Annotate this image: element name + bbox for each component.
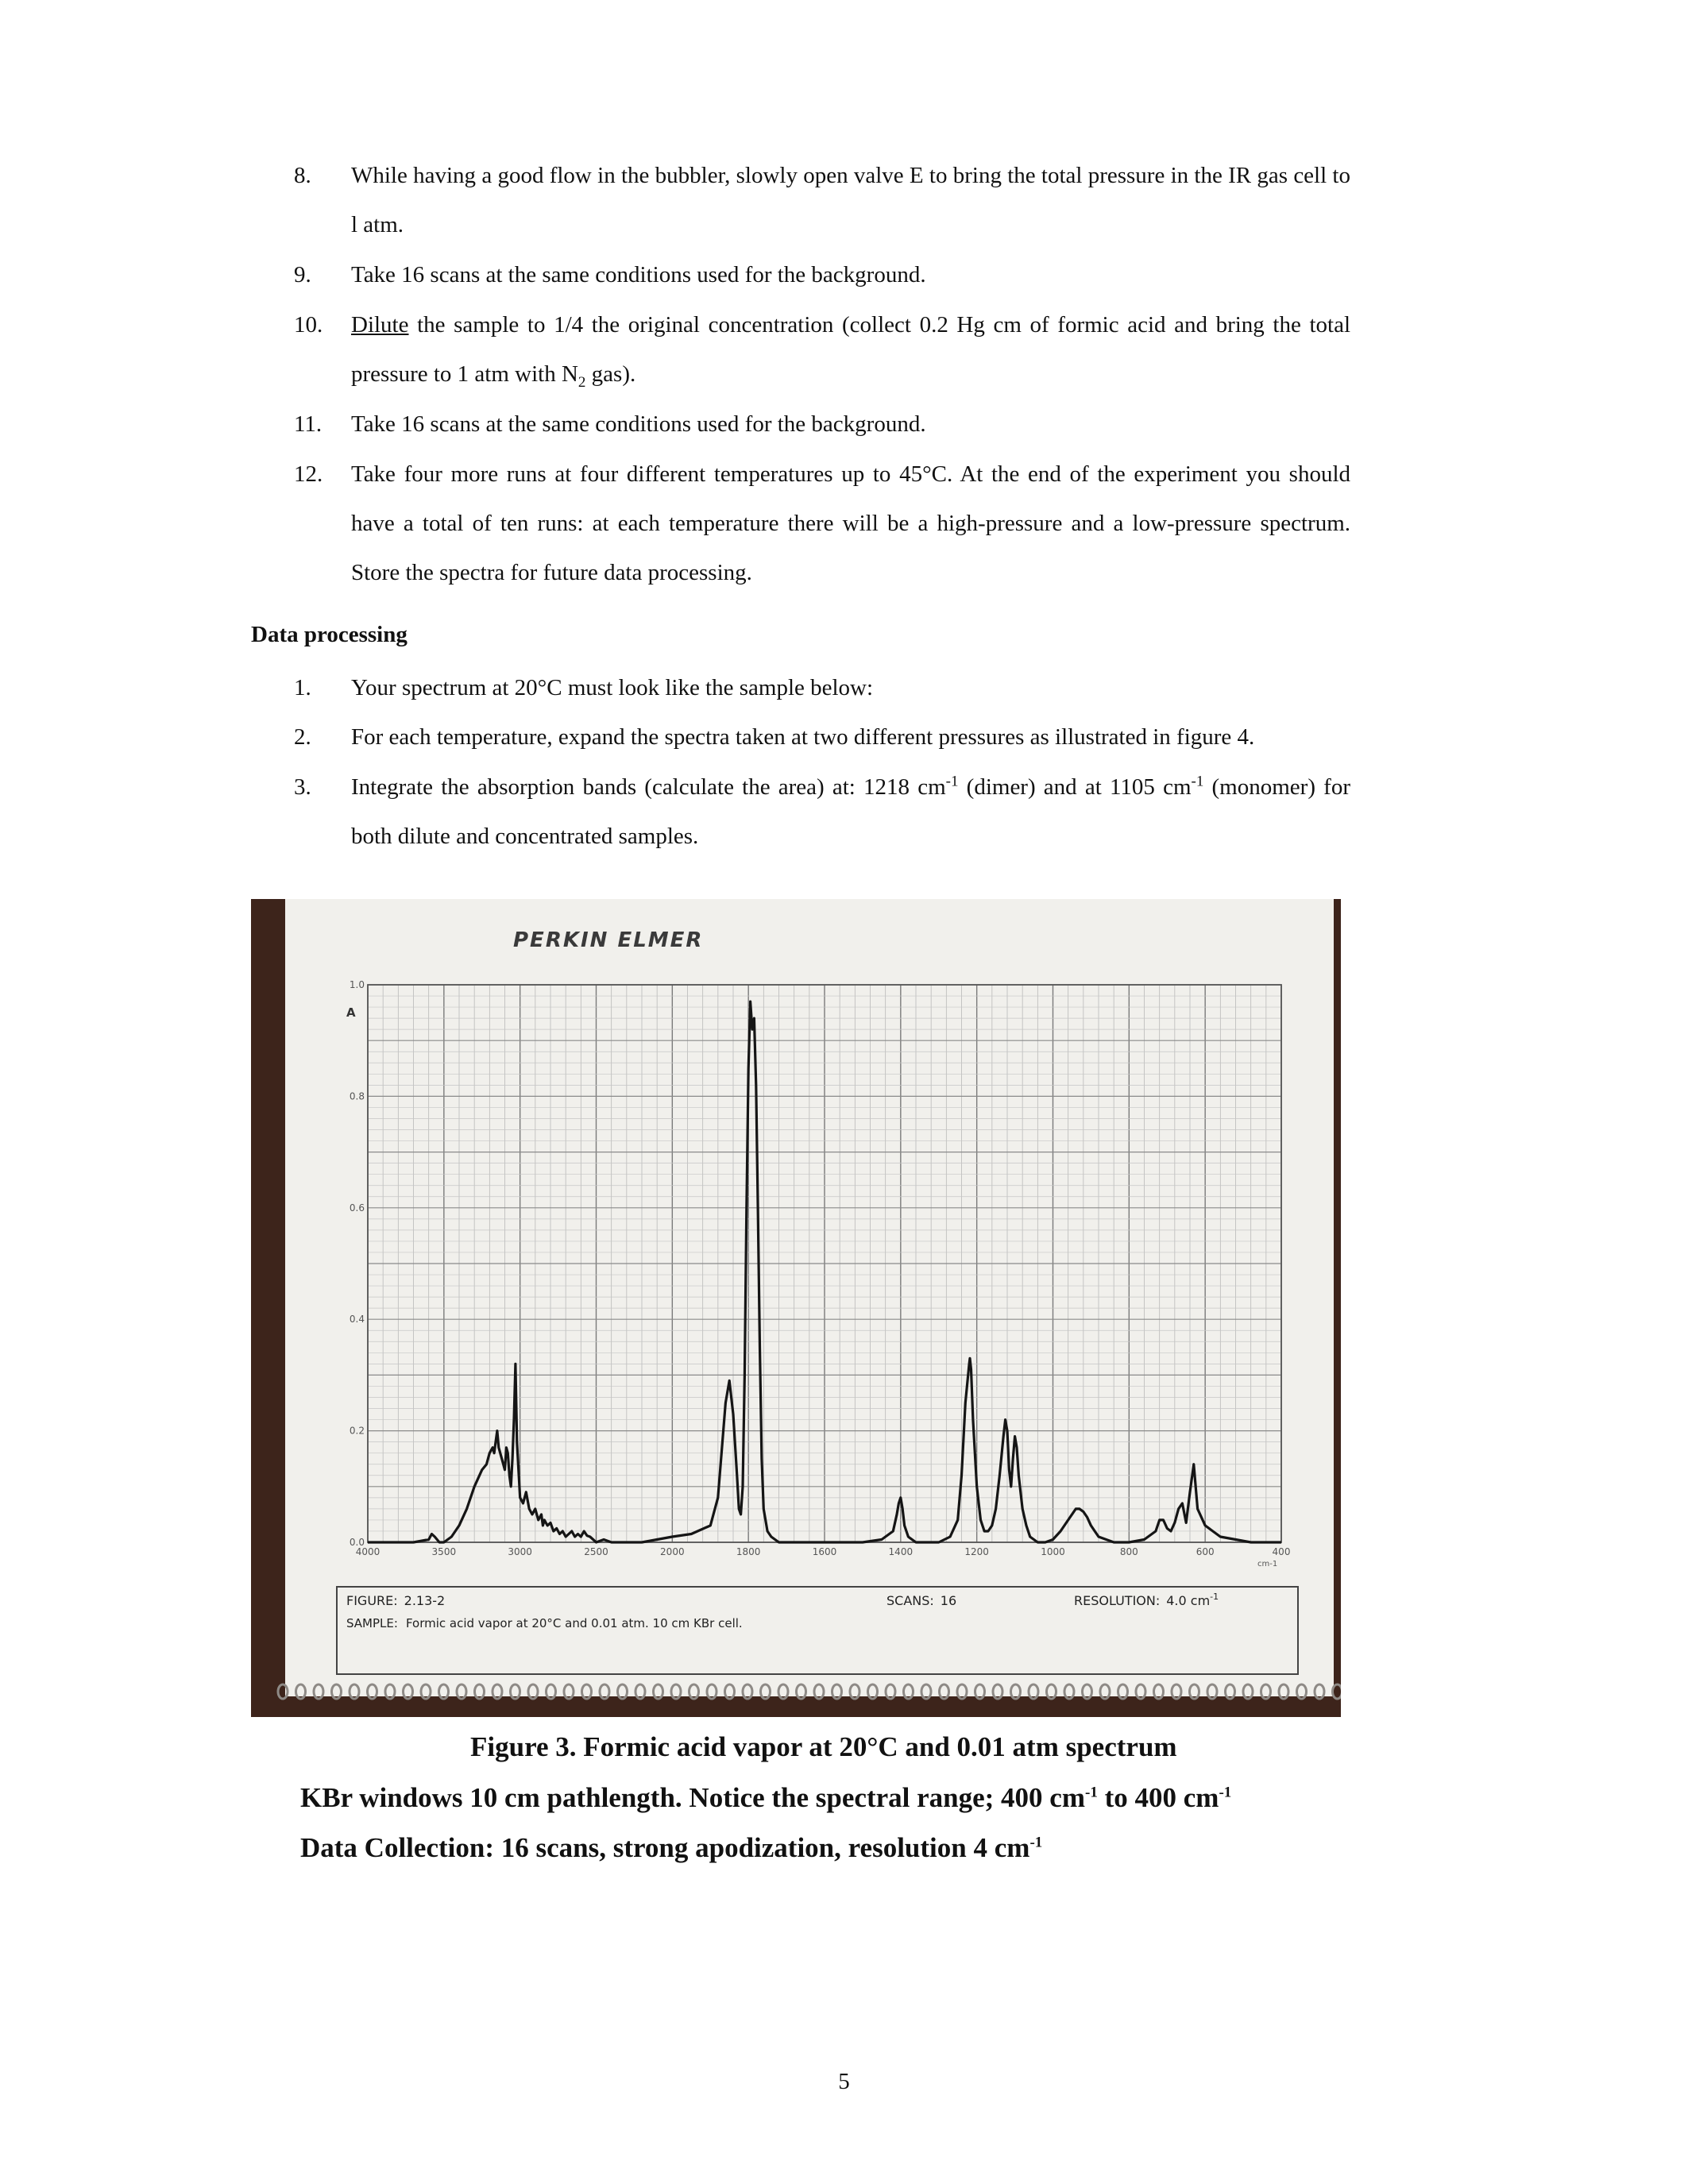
resolution-sup: -1 [1210,1592,1219,1602]
step-number: 3. [294,774,311,800]
x-tick-label: 2000 [660,1546,685,1557]
step-8 [294,151,1350,249]
figure-label-value: 2.13-2 [404,1593,446,1608]
caption-line-2 [300,1782,1231,1814]
dp-step-2 [294,712,1350,762]
dp-step-3 [294,762,1350,861]
page-number: 5 [838,2069,850,2094]
x-unit-label: cm-1 [1257,1560,1278,1569]
sample-label [346,1616,743,1630]
figure-label [346,1593,445,1608]
superscript: -1 [1085,1784,1098,1801]
step-number: 12. [294,461,323,487]
step-number: 2. [294,724,311,750]
resolution-label [1074,1592,1219,1608]
y-axis-label: A [346,1005,356,1020]
step-text: Take 16 scans at the same conditions used for the background. [351,262,926,287]
x-tick-label: 800 [1119,1546,1138,1557]
axis-ticks [350,979,1291,1557]
step-text-part: (monomer) for both dilute and concentrated samples. [351,774,1350,849]
step-text: Take 16 scans at the same conditions used for the background. [351,411,926,437]
caption-part: to 400 cm [1097,1782,1219,1813]
step-11 [294,399,1350,449]
step-text: Take four more runs at four different temperatures up to 45°C. At the end of the experiment you should have a total of ten runs: at each temperature there will be a high-pressure and a low-pressure spectrum. Store the spectra for future data processing. [351,461,1350,585]
resolution-value: 4.0 cm [1166,1593,1211,1608]
step-text-part: (dimer) and at 1105 cm [958,774,1192,800]
x-tick-label: 1600 [812,1546,837,1557]
step-number: 9. [294,262,311,287]
figure-label-key: FIGURE: [346,1593,398,1608]
step-number: 11. [294,411,323,437]
x-tick-label: 1400 [888,1546,914,1557]
superscript: -1 [1191,773,1204,790]
step-number: 8. [294,163,311,188]
subscript: 2 [577,373,586,391]
brand-logo: PERKIN ELMER [513,928,704,952]
section-heading: Data processing [251,622,408,647]
scans-value: 16 [940,1593,957,1608]
ir-spectrum-chart [251,899,1341,1693]
y-tick-label: 0.0 [349,1537,365,1548]
resolution-key: RESOLUTION: [1074,1593,1161,1608]
x-tick-label: 3500 [431,1546,457,1557]
x-tick-label: 4000 [355,1546,380,1557]
x-tick-label: 600 [1196,1546,1215,1557]
caption-part: KBr windows 10 cm pathlength. Notice the spectral range; 400 cm [300,1782,1085,1813]
caption-line-3 [300,1832,1042,1864]
scans-key: SCANS: [886,1593,934,1608]
step-number: 1. [294,675,311,700]
dp-step-1 [294,663,1350,712]
step-12 [294,450,1350,597]
superscript: -1 [945,773,959,790]
x-tick-label: 1000 [1041,1546,1065,1557]
scans-label [886,1593,956,1608]
underlined-word: Dilute [351,312,409,338]
x-tick-label: 2500 [584,1546,608,1557]
step-10 [294,300,1350,399]
figure-caption: Figure 3. Formic acid vapor at 20°C and 0.01 atm spectrum [470,1731,1177,1762]
step-9 [294,250,1350,299]
y-tick-label: 0.4 [349,1314,365,1325]
step-text [351,762,1350,861]
y-tick-label: 0.6 [349,1202,365,1214]
step-text: Your spectrum at 20°C must look like the sample below: [351,675,874,700]
superscript: -1 [1029,1834,1043,1851]
superscript: -1 [1219,1784,1232,1801]
step-text-part: the sample to 1/4 the original concentration (collect 0.2 Hg cm of formic acid and bring the total pressure to 1 atm with N [351,312,1350,387]
step-text-part: Integrate the absorption bands (calculate the area) at: 1218 cm [351,774,946,800]
sample-key: SAMPLE: [346,1616,398,1630]
caption-part: Data Collection: 16 scans, strong apodization, resolution 4 cm [300,1832,1030,1863]
y-tick-label: 1.0 [349,979,365,990]
step-text: While having a good flow in the bubbler, slowly open valve E to bring the total pressure in the IR gas cell to l atm. [351,163,1350,237]
step-number: 10. [294,312,323,338]
step-text: For each temperature, expand the spectra taken at two different pressures as illustrated in figure 4. [351,724,1255,750]
x-tick-label: 400 [1272,1546,1291,1557]
x-tick-label: 1200 [964,1546,989,1557]
x-tick-label: 1800 [736,1546,761,1557]
sample-value: Formic acid vapor at 20°C and 0.01 atm. 10 cm KBr cell. [405,1616,743,1630]
step-text-part: gas). [585,361,636,387]
x-tick-label: 3000 [508,1546,532,1557]
y-tick-label: 0.2 [349,1425,365,1437]
step-text [351,300,1350,399]
y-tick-label: 0.8 [349,1090,365,1102]
spectrum-photo [251,899,1341,1717]
